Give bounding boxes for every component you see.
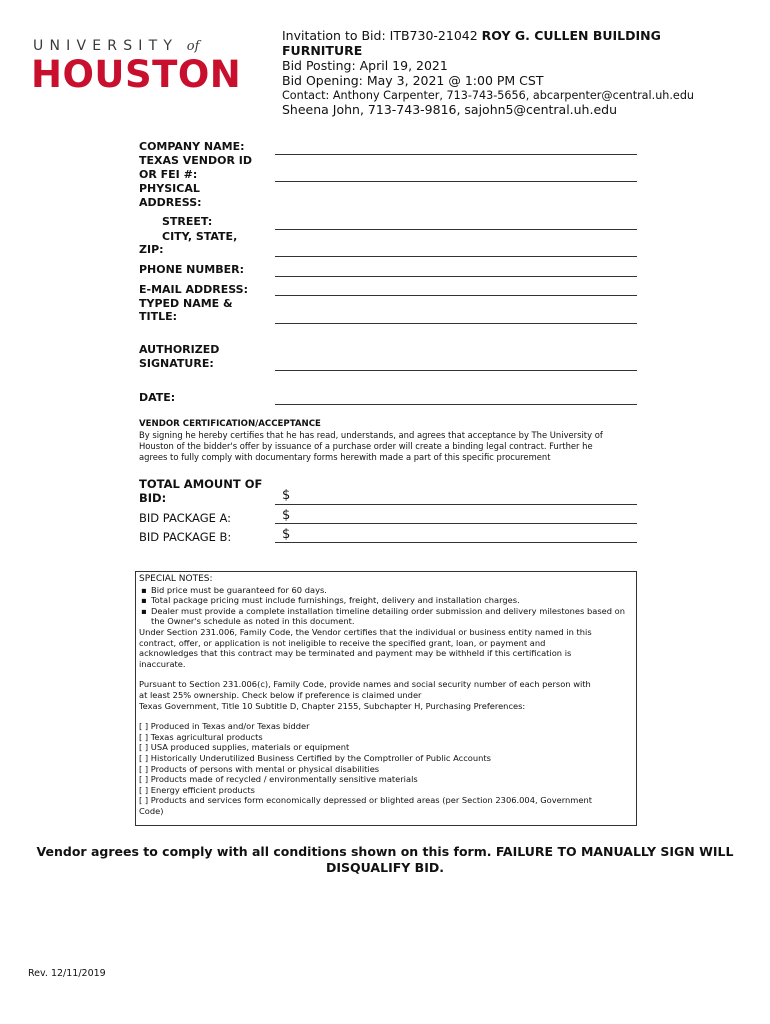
contact-line-1: Contact: Anthony Carpenter, 713-743-5656, abcarpenter@central.uh.edu [282,89,695,102]
label-physical-1: PHYSICAL [139,182,200,195]
label-city-2: ZIP: [139,243,164,256]
label-street: STREET: [162,215,213,228]
header-title-line1: Invitation to Bid: ITB730-21042 ROY G. CULLEN BUILDING [282,28,661,43]
preference-checkbox[interactable]: [ ] Texas agricultural products [139,731,263,742]
phone-field[interactable] [275,276,637,277]
certification-line-3: agrees to fully comply with documentary forms herewith made a part of this specific procurement [139,452,551,462]
label-phone: PHONE NUMBER: [139,263,245,276]
dollar-sign-a: $ [282,508,291,523]
section-text-2: contract, offer, or application is not ineligible to receive the specified grant, loan, or payment and [139,637,546,648]
notes-bullets [139,585,633,627]
label-vendor-id-2: OR FEI #: [139,168,198,181]
label-total-1: TOTAL AMOUNT OF [139,477,263,491]
label-typed-1: TYPED NAME & [139,297,233,310]
label-vendor-id-1: TEXAS VENDOR ID [139,154,253,167]
street-field[interactable] [275,229,637,230]
vendor-id-field[interactable] [275,181,637,182]
pursuant-text-3: Texas Government, Title 10 Subtitle D, Chapter 2155, Subchapter H, Purchasing Preferences: [139,700,526,711]
city-state-zip-field[interactable] [275,256,637,257]
label-physical-2: ADDRESS: [139,196,202,209]
contact-line-2: Sheena John, 713-743-9816, sajohn5@central.uh.edu [282,102,618,117]
header-title-line2: FURNITURE [282,43,363,58]
signature-field[interactable] [275,370,637,371]
section-text-1: Under Section 231.006, Family Code, the Vendor certifies that the individual or business entity named in this [139,626,592,637]
section-text-3: acknowledges that this contract may be terminated and payment may be withheld if this certification is [139,648,572,659]
revision-date: Rev. 12/11/2019 [28,968,106,979]
preference-checkbox[interactable]: [ ] Produced in Texas and/or Texas bidder [139,721,310,732]
label-total-2: BID: [139,491,167,505]
certification-line-2: Houston of the bidder's offer by issuance of a purchase order will create a binding legal contract. Further he [139,441,593,451]
logo-houston-text: HOUSTON [31,53,242,96]
package-b-field[interactable] [275,542,637,543]
logo-university-text: UNIVERSITY of [33,38,200,54]
final-statement-line-2: DISQUALIFY BID. [326,860,444,875]
label-auth-1: AUTHORIZED [139,343,220,356]
dollar-sign-b: $ [282,527,291,542]
pursuant-text-2: at least 25% ownership. Check below if preference is claimed under [139,689,422,700]
label-package-b: BID PACKAGE B: [139,530,232,544]
email-field[interactable] [275,295,637,296]
label-city-1: CITY, STATE, [162,230,238,243]
label-date: DATE: [139,391,176,404]
notes-title: SPECIAL NOTES: [139,574,213,584]
label-auth-2: SIGNATURE: [139,357,214,370]
bid-posting: Bid Posting: April 19, 2021 [282,58,448,73]
pursuant-text-1: Pursuant to Section 231.006(c), Family Code, provide names and social security number of each person with [139,679,591,690]
certification-title: VENDOR CERTIFICATION/ACCEPTANCE [139,419,321,429]
preference-checkbox[interactable]: [ ] Products made of recycled / environmentally sensitive materials [139,774,418,785]
bid-opening: Bid Opening: May 3, 2021 @ 1:00 PM CST [282,73,544,88]
notes-bullet: ▪ Bid price must be guaranteed for 60 days. [151,585,633,596]
label-package-a: BID PACKAGE A: [139,511,232,525]
notes-bullet: ▪ Total package pricing must include furnishings, freight, delivery and installation charges. [151,595,633,606]
special-notes-box [135,571,637,826]
preference-checkbox[interactable]: [ ] Products of persons with mental or physical disabilities [139,763,380,774]
final-statement-line-1: Vendor agrees to comply with all conditions shown on this form. FAILURE TO MANUALLY SIGN WILL [36,844,734,859]
label-typed-2: TITLE: [139,310,178,323]
total-bid-field[interactable] [275,504,637,505]
notes-bullet: ▪ Dealer must provide a complete installation timeline detailing order submission and delivery milestones based on the Owner's schedule as noted in this document. [151,606,633,627]
package-a-field[interactable] [275,523,637,524]
label-company-name: COMPANY NAME: [139,140,245,153]
preference-checkbox[interactable]: [ ] Energy efficient products [139,784,255,795]
dollar-sign-total: $ [282,488,291,503]
section-text-4: inaccurate. [139,658,186,669]
date-field[interactable] [275,404,637,405]
label-email: E-MAIL ADDRESS: [139,283,248,296]
preference-checkbox[interactable]: [ ] USA produced supplies, materials or equipment [139,742,350,753]
preference-checkbox[interactable]: [ ] Products and services form economically depressed or blighted areas (per Section 2306.004, Government [139,795,592,806]
typed-name-field[interactable] [275,323,637,324]
preference-checkbox[interactable]: [ ] Historically Underutilized Business Certified by the Comptroller of Public Accounts [139,752,491,763]
final-statement [0,844,770,876]
company-name-field[interactable] [275,154,637,155]
certification-line-1: By signing he hereby certifies that he has read, understands, and agrees that acceptance by The University of [139,430,603,440]
preference-tail: Code) [139,805,164,816]
